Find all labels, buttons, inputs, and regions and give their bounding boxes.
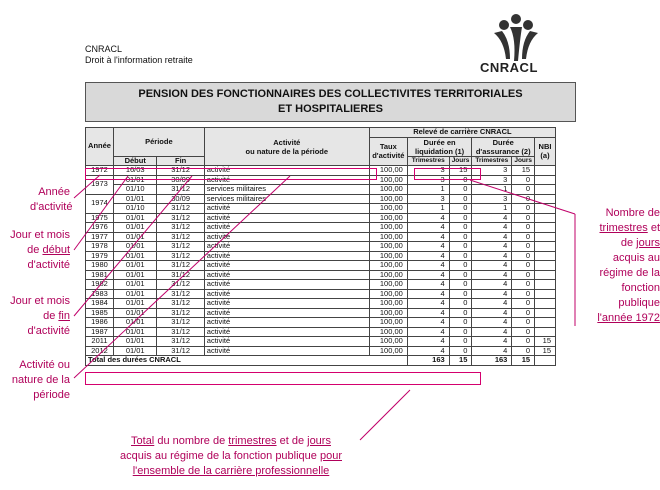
- cell-debut: 01/01: [113, 346, 156, 356]
- header-releve: Relevé de carrière CNRACL: [369, 128, 555, 138]
- cell-taux: 100,00: [369, 213, 407, 223]
- title-line-1: PENSION DES FONCTIONNAIRES DES COLLECTIVITES TERRITORIALES: [138, 88, 523, 100]
- cell-nbi: 15: [535, 346, 556, 356]
- cell-ass-t: 4: [472, 318, 512, 328]
- cell-ass-j: 0: [512, 289, 535, 299]
- cell-liq-j: 0: [449, 261, 472, 271]
- cell-debut: 01/01: [113, 318, 156, 328]
- cell-annee: 1977: [86, 232, 114, 242]
- header-debut: Début: [113, 156, 156, 166]
- cell-ass-t: 1: [472, 185, 512, 195]
- cell-activite: activité: [204, 223, 369, 233]
- cell-ass-t: 3: [472, 166, 512, 176]
- cell-liq-t: 4: [407, 251, 449, 261]
- cell-annee: 2011: [86, 337, 114, 347]
- cell-taux: 100,00: [369, 280, 407, 290]
- cell-liq-j: 15: [449, 166, 472, 176]
- cell-taux: 100,00: [369, 337, 407, 347]
- cell-ass-j: 0: [512, 318, 535, 328]
- cell-ass-j: 0: [512, 346, 535, 356]
- cell-liq-j: 0: [449, 251, 472, 261]
- cell-debut: 01/01: [113, 232, 156, 242]
- cell-ass-t: 4: [472, 327, 512, 337]
- cell-liq-t: 4: [407, 346, 449, 356]
- cell-debut: 01/01: [113, 261, 156, 271]
- cell-liq-j: 0: [449, 318, 472, 328]
- cell-activite: activité: [204, 318, 369, 328]
- cell-annee: 1981: [86, 270, 114, 280]
- header-ass-trimestres: Trimestres: [472, 156, 512, 166]
- cell-liq-j: 0: [449, 337, 472, 347]
- header-periode: Période: [113, 128, 204, 157]
- header-nbi: NBI (a): [535, 137, 556, 166]
- cell-debut: 01/01: [113, 270, 156, 280]
- total-label: Total des durées CNRACL: [86, 356, 408, 366]
- cell-liq-t: 4: [407, 327, 449, 337]
- cell-liq-j: 0: [449, 346, 472, 356]
- cell-ass-t: 4: [472, 213, 512, 223]
- header-activite: Activité ou nature de la période: [204, 128, 369, 166]
- cell-fin: 31/12: [157, 242, 204, 252]
- cell-fin: 31/12: [157, 232, 204, 242]
- cell-annee: 1976: [86, 223, 114, 233]
- cell-liq-t: 3: [407, 175, 449, 185]
- cell-fin: 31/12: [157, 270, 204, 280]
- cell-activite: activité: [204, 270, 369, 280]
- cell-debut: 01/01: [113, 327, 156, 337]
- cell-taux: 100,00: [369, 194, 407, 204]
- cell-debut: 01/01: [113, 175, 156, 185]
- cell-annee: 1980: [86, 261, 114, 271]
- cell-liq-j: 0: [449, 213, 472, 223]
- cell-liq-j: 0: [449, 232, 472, 242]
- cell-annee: 1982: [86, 280, 114, 290]
- total-liq-t: 163: [407, 356, 449, 366]
- header-ass-jours: Jours: [512, 156, 535, 166]
- cell-activite: activité: [204, 308, 369, 318]
- cell-activite: activité: [204, 242, 369, 252]
- cell-annee: 1975: [86, 213, 114, 223]
- cell-activite: activité: [204, 299, 369, 309]
- header-taux: Taux d'activité: [369, 137, 407, 166]
- cell-ass-t: 4: [472, 280, 512, 290]
- header-fin: Fin: [157, 156, 204, 166]
- cell-debut: 01/01: [113, 337, 156, 347]
- cell-fin: 31/12: [157, 346, 204, 356]
- cell-ass-t: 4: [472, 261, 512, 271]
- cell-taux: 100,00: [369, 251, 407, 261]
- cell-ass-t: 1: [472, 204, 512, 214]
- cell-ass-t: 4: [472, 232, 512, 242]
- cell-ass-t: 3: [472, 194, 512, 204]
- cell-taux: 100,00: [369, 289, 407, 299]
- cell-taux: 100,00: [369, 261, 407, 271]
- cell-ass-j: 0: [512, 280, 535, 290]
- cell-ass-j: 0: [512, 270, 535, 280]
- cell-annee: 1974: [86, 194, 114, 213]
- cell-taux: 100,00: [369, 318, 407, 328]
- cell-liq-j: 0: [449, 308, 472, 318]
- cell-ass-j: 0: [512, 194, 535, 204]
- cell-ass-j: 0: [512, 175, 535, 185]
- cell-fin: 30/09: [157, 194, 204, 204]
- cell-liq-j: 0: [449, 223, 472, 233]
- cell-taux: 100,00: [369, 242, 407, 252]
- cell-ass-j: 15: [512, 166, 535, 176]
- cell-ass-j: 0: [512, 299, 535, 309]
- cell-liq-t: 4: [407, 242, 449, 252]
- cell-fin: 30/09: [157, 175, 204, 185]
- cell-debut: 01/01: [113, 223, 156, 233]
- cell-ass-j: 0: [512, 337, 535, 347]
- cell-taux: 100,00: [369, 223, 407, 233]
- header-annee: Année: [86, 128, 114, 166]
- cell-debut: 16/03: [113, 166, 156, 176]
- cell-taux: 100,00: [369, 166, 407, 176]
- cell-ass-j: 0: [512, 232, 535, 242]
- cell-liq-j: 0: [449, 204, 472, 214]
- cell-ass-t: 4: [472, 337, 512, 347]
- cell-liq-t: 4: [407, 337, 449, 347]
- cell-ass-j: 0: [512, 261, 535, 271]
- cell-ass-j: 0: [512, 251, 535, 261]
- cell-debut: 01/10: [113, 204, 156, 214]
- cell-annee: 1985: [86, 308, 114, 318]
- cell-liq-j: 0: [449, 242, 472, 252]
- cell-fin: 31/12: [157, 289, 204, 299]
- cell-taux: 100,00: [369, 346, 407, 356]
- cell-liq-t: 1: [407, 185, 449, 195]
- cell-activite: activité: [204, 337, 369, 347]
- cell-activite: activité: [204, 327, 369, 337]
- cell-ass-j: 0: [512, 242, 535, 252]
- cell-activite: activité: [204, 280, 369, 290]
- cell-fin: 31/12: [157, 337, 204, 347]
- cell-debut: 01/01: [113, 213, 156, 223]
- logo-text: CNRACL: [480, 60, 538, 75]
- annotation-total: Total du nombre de trimestres et de jours acquis au régime de la fonction publique pour l'ensemble de la carrière professionnelle: [120, 435, 342, 477]
- cell-activite: activité: [204, 251, 369, 261]
- cell-debut: 01/01: [113, 242, 156, 252]
- header-duree-assurance: Durée d'assurance (2): [472, 137, 535, 156]
- annotation-activite: Activité ou nature de la période: [11, 359, 70, 401]
- cell-ass-j: 0: [512, 308, 535, 318]
- cell-liq-t: 4: [407, 213, 449, 223]
- cell-liq-t: 4: [407, 232, 449, 242]
- cell-ass-j: 0: [512, 213, 535, 223]
- cell-debut: 01/01: [113, 280, 156, 290]
- cell-liq-j: 0: [449, 175, 472, 185]
- cell-fin: 31/12: [157, 185, 204, 195]
- cell-fin: 31/12: [157, 308, 204, 318]
- cell-liq-t: 4: [407, 318, 449, 328]
- cell-debut: 01/01: [113, 308, 156, 318]
- cell-liq-j: 0: [449, 299, 472, 309]
- cell-fin: 31/12: [157, 166, 204, 176]
- cell-liq-t: 4: [407, 308, 449, 318]
- cell-ass-j: 0: [512, 204, 535, 214]
- cell-activite: activité: [204, 166, 369, 176]
- org-name: CNRACL: [85, 44, 123, 54]
- cell-annee: 1983: [86, 289, 114, 299]
- cell-ass-t: 4: [472, 223, 512, 233]
- cell-fin: 31/12: [157, 327, 204, 337]
- cell-ass-j: 0: [512, 327, 535, 337]
- annotation-1972-quarters: Nombre de trimestres et de jours acquis au régime de la fonction publique l'année 1972: [597, 207, 660, 324]
- cell-fin: 31/12: [157, 261, 204, 271]
- cell-annee: 1984: [86, 299, 114, 309]
- cell-liq-j: 0: [449, 270, 472, 280]
- cell-taux: 100,00: [369, 185, 407, 195]
- cell-activite: services militaires: [204, 185, 369, 195]
- cell-taux: 100,00: [369, 204, 407, 214]
- cell-ass-j: 0: [512, 223, 535, 233]
- cell-fin: 31/12: [157, 223, 204, 233]
- cell-debut: 01/01: [113, 289, 156, 299]
- cell-activite: activité: [204, 204, 369, 214]
- annotation-fin: Jour et mois de fin d'activité: [10, 295, 70, 337]
- cell-liq-j: 0: [449, 327, 472, 337]
- cell-fin: 31/12: [157, 280, 204, 290]
- title-line-2: ET HOSPITALIERES: [278, 103, 383, 115]
- cell-liq-t: 4: [407, 280, 449, 290]
- cell-taux: 100,00: [369, 232, 407, 242]
- cell-liq-t: 4: [407, 270, 449, 280]
- cell-annee: 1978: [86, 242, 114, 252]
- cell-liq-j: 0: [449, 185, 472, 195]
- cell-activite: activité: [204, 346, 369, 356]
- org-subtitle: Droit à l'information retraite: [85, 55, 193, 65]
- cell-ass-t: 4: [472, 242, 512, 252]
- cell-liq-t: 4: [407, 299, 449, 309]
- cell-fin: 31/12: [157, 204, 204, 214]
- annotation-debut: Jour et mois de début d'activité: [10, 229, 70, 271]
- cell-debut: 01/01: [113, 194, 156, 204]
- total-liq-j: 15: [449, 356, 472, 366]
- total-ass-j: 15: [512, 356, 535, 366]
- cell-annee: 1972: [86, 166, 114, 176]
- cell-taux: 100,00: [369, 270, 407, 280]
- cell-annee: 1979: [86, 251, 114, 261]
- cell-liq-t: 4: [407, 261, 449, 271]
- cell-debut: 01/01: [113, 299, 156, 309]
- header-duree-liquidation: Durée en liquidation (1): [407, 137, 472, 156]
- cell-taux: 100,00: [369, 308, 407, 318]
- cell-annee: 1973: [86, 175, 114, 194]
- cell-liq-t: 3: [407, 194, 449, 204]
- cell-ass-j: 0: [512, 185, 535, 195]
- cell-nbi: 15: [535, 337, 556, 347]
- cell-ass-t: 4: [472, 299, 512, 309]
- cell-fin: 31/12: [157, 213, 204, 223]
- cell-activite: services militaires: [204, 194, 369, 204]
- cell-debut: 01/10: [113, 185, 156, 195]
- cell-activite: activité: [204, 261, 369, 271]
- cell-taux: 100,00: [369, 327, 407, 337]
- cell-activite: activité: [204, 213, 369, 223]
- cell-fin: 31/12: [157, 299, 204, 309]
- cell-annee: 1987: [86, 327, 114, 337]
- cell-ass-t: 4: [472, 251, 512, 261]
- total-ass-t: 163: [472, 356, 512, 366]
- cell-liq-j: 0: [449, 194, 472, 204]
- header-liq-jours: Jours: [449, 156, 472, 166]
- cell-ass-t: 3: [472, 175, 512, 185]
- cell-fin: 31/12: [157, 251, 204, 261]
- cell-annee: 1986: [86, 318, 114, 328]
- cell-taux: 100,00: [369, 175, 407, 185]
- cell-liq-t: 1: [407, 204, 449, 214]
- cell-liq-j: 0: [449, 289, 472, 299]
- cell-ass-t: 4: [472, 289, 512, 299]
- cell-liq-t: 4: [407, 223, 449, 233]
- cell-liq-t: 3: [407, 166, 449, 176]
- header-liq-trimestres: Trimestres: [407, 156, 449, 166]
- cell-ass-t: 4: [472, 346, 512, 356]
- cell-liq-j: 0: [449, 280, 472, 290]
- cell-fin: 31/12: [157, 318, 204, 328]
- cell-ass-t: 4: [472, 270, 512, 280]
- annotation-annee: Année d'activité: [30, 186, 73, 213]
- cell-liq-t: 4: [407, 289, 449, 299]
- cell-activite: activité: [204, 289, 369, 299]
- cell-activite: activité: [204, 232, 369, 242]
- cell-annee: 2012: [86, 346, 114, 356]
- cell-taux: 100,00: [369, 299, 407, 309]
- cell-ass-t: 4: [472, 308, 512, 318]
- cell-debut: 01/01: [113, 251, 156, 261]
- cell-activite: activité: [204, 175, 369, 185]
